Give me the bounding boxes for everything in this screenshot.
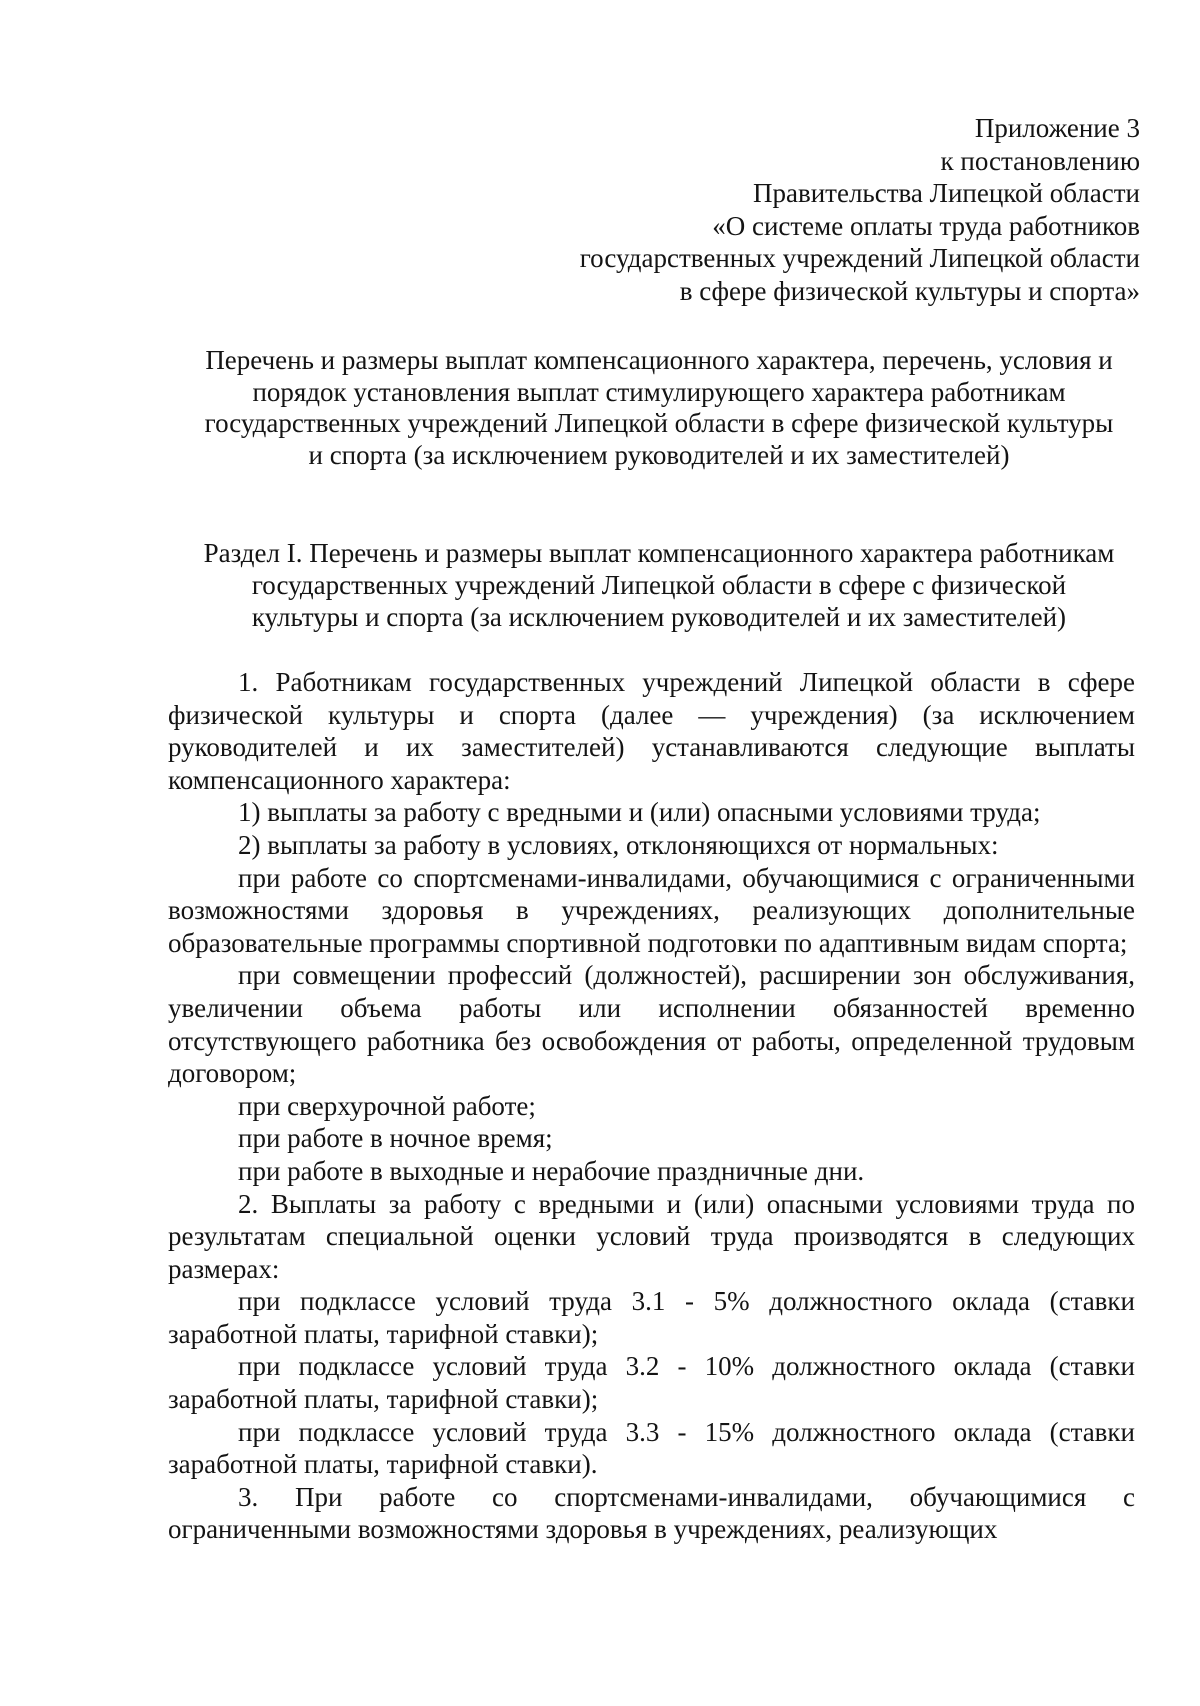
paragraph-disabled-athletes: при работе со спортсменами-инвалидами, обучающимися с ограниченными возможностями здоровья в учреждениях, реализующих дополнительные образовательные программы спортивной подготовки по адаптивным видам спорта; (168, 862, 1135, 958)
appendix-line: Приложение 3 (974, 113, 1140, 143)
appendix-line: к постановлению (940, 145, 1140, 176)
paragraph-combination: при совмещении профессий (должностей), расширении зон обслуживания, увеличении объема работы или исполнении обязанностей временно отсутствующего работника без освобождения от работы, определенной трудовым договором; (168, 960, 1135, 1089)
section-line: культуры и спорта (за исключением руководителей и их заместителей) (251, 602, 1067, 632)
document-body (168, 666, 1135, 1546)
document-title (168, 345, 1150, 471)
title-line: порядок установления выплат стимулирующего характера работникам (252, 376, 1066, 407)
paragraph-1: 1. Работникам государственных учреждений Липецкой области в сфере физической культуры и спорта (далее — учреждения) (за исключением руководителей и их заместителей) устанавливаются следующие выплаты компенсационного характера: (168, 667, 1135, 795)
section-line: государственных учреждений Липецкой области в сфере с физической (251, 570, 1067, 600)
section-heading (168, 537, 1150, 633)
appendix-header (580, 112, 1140, 307)
title-line: и спорта (за исключением руководителей и их заместителей) (308, 439, 1010, 470)
paragraph-overtime: при сверхурочной работе; (238, 1090, 536, 1121)
paragraph-item-2: 2) выплаты за работу в условиях, отклоняющихся от нормальных: (238, 829, 999, 860)
appendix-line: «О системе оплаты труда работников (712, 210, 1140, 241)
paragraph-2: 2. Выплаты за работу с вредными и (или) опасными условиями труда по результатам специальной оценки условий труда производятся в следующих размерах: (168, 1188, 1135, 1284)
paragraph-item-1: 1) выплаты за работу с вредными и (или) опасными условиями труда; (238, 797, 1041, 828)
appendix-line: Правительства Липецкой области (752, 178, 1140, 208)
title-line: государственных учреждений Липецкой области в сфере физической культуры (204, 408, 1114, 438)
paragraph-holidays: при работе в выходные и нерабочие праздничные дни. (238, 1155, 865, 1186)
appendix-line: государственных учреждений Липецкой области (579, 243, 1140, 273)
paragraph-subclass-3-2: при подклассе условий труда 3.2 - 10% должностного оклада (ставки заработной платы, тарифной ставки); (168, 1351, 1135, 1415)
title-line: Перечень и размеры выплат компенсационного характера, перечень, условия и (205, 345, 1113, 375)
paragraph-subclass-3-3: при подклассе условий труда 3.3 - 15% должностного оклада (ставки заработной платы, тарифной ставки). (168, 1416, 1135, 1480)
appendix-line: в сфере физической культуры и спорта» (679, 275, 1140, 306)
paragraph-night: при работе в ночное время; (238, 1123, 553, 1154)
paragraph-3: 3. При работе со спортсменами-инвалидами, обучающимися с ограниченными возможностями здоровья в учреждениях, реализующих (168, 1481, 1135, 1545)
section-line: Раздел I. Перечень и размеры выплат компенсационного характера работникам (203, 538, 1115, 568)
paragraph-subclass-3-1: при подклассе условий труда 3.1 - 5% должностного оклада (ставки заработной платы, тарифной ставки); (168, 1286, 1135, 1349)
